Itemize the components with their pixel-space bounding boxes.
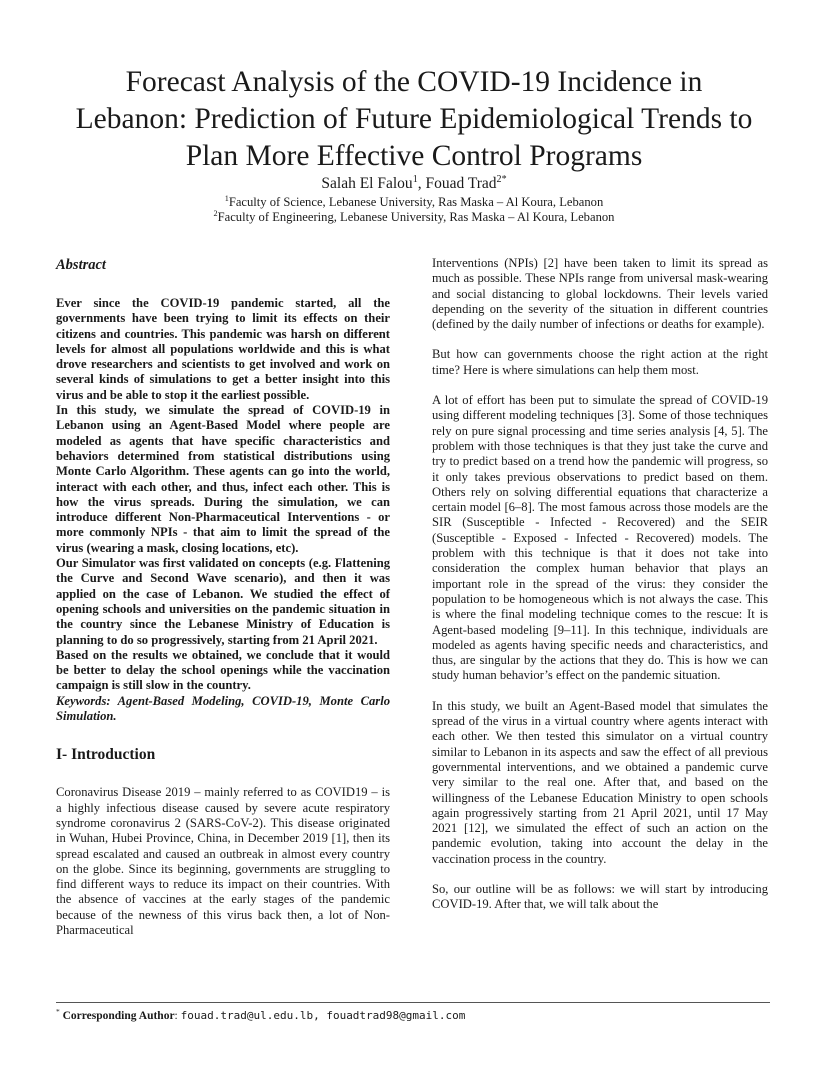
body-paragraph: Coronavirus Disease 2019 – mainly referred to as COVID19 – is a highly infectious disease caused by severe acute respiratory syndrome coronavirus 2 (SARS-CoV-2). This disease originated in Wuhan, Hubei Province, China, in December 2019 [1], then its spread escalated and caused an outbreak in almost every country on the globe. Since its beginning, governments are struggling to find different ways to reduce its impact on their countries. With the absence of vaccines at the early stages of the pandemic because of the newness of this virus back then, a lot of Non-Pharmaceutical (56, 785, 390, 937)
affiliation-text: Faculty of Science, Lebanese University, Ras Maska – Al Koura, Lebanon (228, 195, 604, 209)
footnote-divider (56, 1002, 770, 1003)
left-column (56, 256, 390, 938)
body-paragraph: In this study, we built an Agent-Based model that simulates the spread of the virus in a virtual country where agents interact with each other. We then tested this simulator on a virtual country similar to Lebanon in its aspects and saw the effect of all previous governmental interventions, and we obtained a pandemic curve very similar to the real one. After that, and based on the willingness of the Lebanese Education Ministry to open schools again progressively starting from 21 April 2021, until 17 May 2021 [12], we simulated the effect of such an action on the pandemic evolution, taking into account the delay in the vaccination process in the country. (432, 698, 768, 866)
affiliation-2 (40, 209, 788, 225)
right-column (432, 256, 768, 913)
affiliation-marker: 1 (224, 193, 229, 203)
paper-title (40, 64, 788, 175)
footnote-label: Corresponding Author (62, 1010, 175, 1022)
author-list (40, 174, 788, 194)
keywords: Keywords: Agent-Based Modeling, COVID-19, Monte Carlo Simulation. (56, 693, 390, 724)
affiliation-text: Faculty of Engineering, Lebanese University, Ras Maska – Al Koura, Lebanon (217, 210, 615, 224)
footnote-marker: * (56, 1007, 60, 1017)
body-paragraph: So, our outline will be as follows: we will start by introducing COVID-19. After that, we will talk about the (432, 881, 768, 912)
author-affiliation-marker: 1 (412, 173, 418, 185)
affiliation-1 (40, 194, 788, 210)
abstract-paragraph: Based on the results we obtained, we conclude that it would be better to delay the school openings while the vaccination campaign is still slow in the country. (56, 647, 390, 693)
footnote (56, 1008, 770, 1024)
abstract-heading: Abstract (56, 257, 106, 273)
author-affiliation-marker: 2* (496, 173, 507, 185)
author-name: Fouad Trad (425, 175, 497, 192)
abstract-paragraph: Our Simulator was first validated on concepts (e.g. Flattening the Curve and Second Wave scenario), and then it was applied on the case of Lebanon. We studied the effect of opening schools and universities on the pandemic situation in the country since the Lebanese Ministry of Education is planning to do so progressively, starting from 21 April 2021. (56, 556, 390, 647)
affiliation-marker: 2 (213, 208, 218, 218)
title-line-2: Lebanon: Prediction of Future Epidemiological Trends to (75, 103, 753, 135)
author-separator: , (417, 175, 426, 192)
body-paragraph: But how can governments choose the right action at the right time? Here is where simulations can help them most. (432, 347, 768, 377)
title-line-3: Plan More Effective Control Programs (185, 140, 643, 172)
footnote-colon: : (174, 1010, 181, 1022)
section-heading-introduction: I- Introduction (56, 746, 156, 764)
title-line-1: Forecast Analysis of the COVID-19 Incidence in (125, 66, 703, 98)
abstract-paragraph: In this study, we simulate the spread of COVID-19 in Lebanon using an Agent-Based Model where people are modeled as agents that have specific characteristics and behaviors determined from statistical distributions using Monte Carlo Algorithm. These agents can go into the world, interact with each other, and thus, infect each other. This is how the virus spreads. During the simulation, we can introduce different Non-Pharmaceutical Interventions - or more commonly NPIs - that aim to limit the spread of the virus (wearing a mask, closing locations, etc). (56, 403, 390, 555)
author-name: Salah El Falou (321, 175, 413, 192)
body-paragraph: Interventions (NPIs) [2] have been taken to limit its spread as much as possible. These NPIs range from universal mask-wearing and social distancing to global lockdowns. Their levels varied depending on the severity of the situation in different countries (defined by the daily number of infections or deaths for example). (432, 256, 768, 332)
abstract-paragraph: Ever since the COVID-19 pandemic started, all the governments have been trying to limit its effects on their citizens and countries. This pandemic was harsh on different levels for almost all populations worldwide and this is what drove researchers and scientists to get involved and work on several kinds of simulations to get a better insight into this virus and be able to stop it the earliest possible. (56, 296, 390, 402)
body-paragraph: A lot of effort has been put to simulate the spread of COVID-19 using different modeling techniques [3]. Some of those techniques rely on pure signal processing and time series analysis [4, 5]. The problem with those techniques is that they just take the curve and try to predict based on a trend how the pandemic will progress, so it only takes previous observations to predict based on them. Others rely on solving differential equations that characterize a certain model [6–8]. The most famous across those models are the SIR (Susceptible - Infected - Recovered) and the SEIR (Susceptible - Exposed - Infected - Recovered) models. The problem with this technique is that it does not take into consideration the complex human behavior that plays an important role in the spread of the virus: they consider the population to be homogeneous which is not always the case. This is where the final modeling technique comes to the rescue: It is Agent-based modeling [9–11]. In this technique, individuals are modeled as agents having specific needs and characteristics, and thus, are singular by the actions that they do. This is how we can study human behavior’s effect on the pandemic situation. (432, 393, 768, 683)
footnote-emails: fouad.trad@ul.edu.lb, fouadtrad98@gmail.com (180, 1009, 466, 1022)
